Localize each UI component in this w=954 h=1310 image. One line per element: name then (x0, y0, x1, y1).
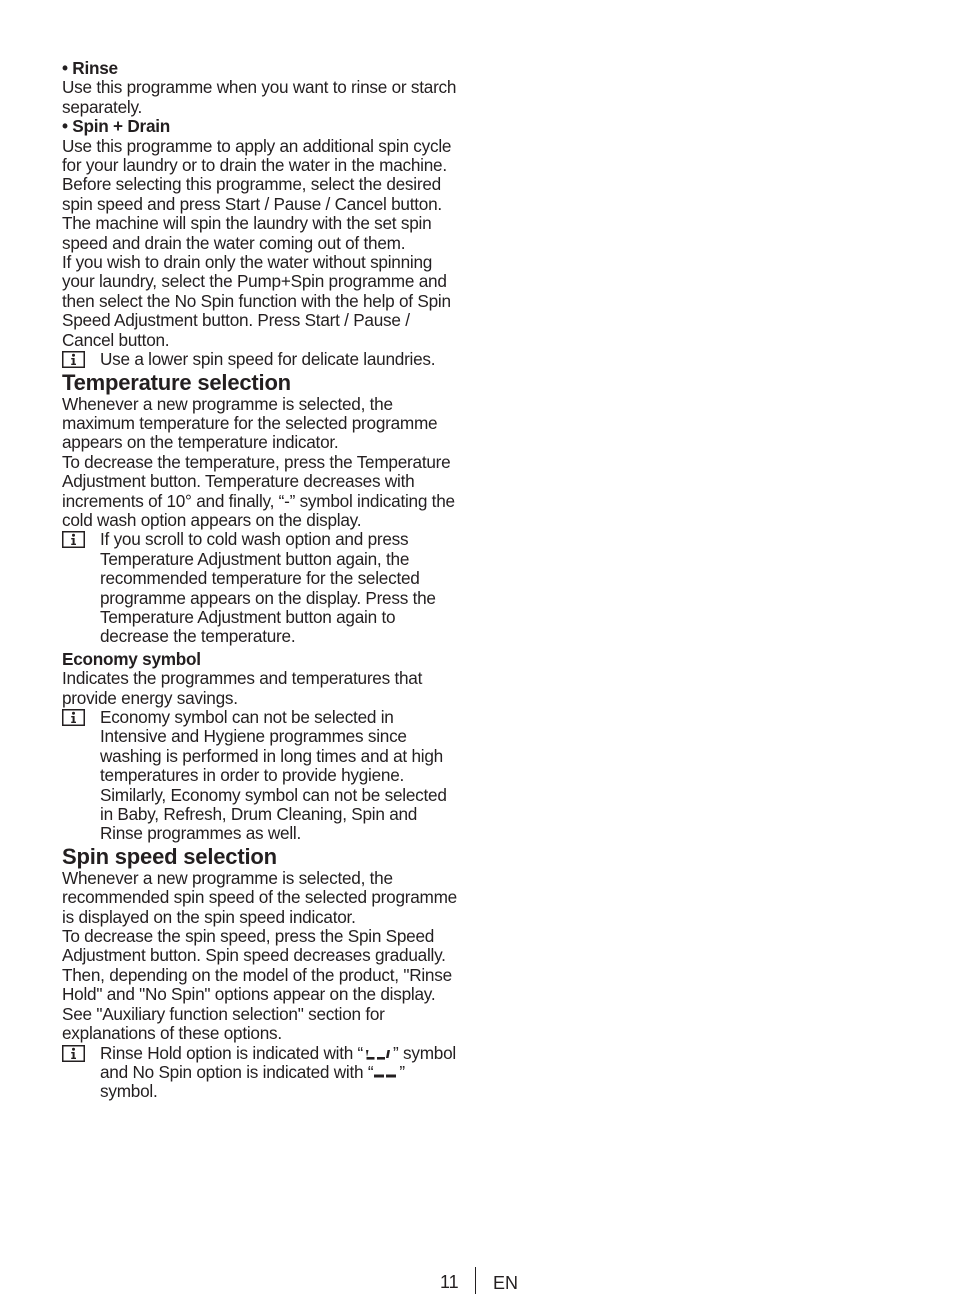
page-number: 11 (440, 1272, 459, 1292)
spin-speed-note-part-3: ” symbol. (100, 1061, 405, 1102)
temperature-note (62, 530, 462, 646)
spin-speed-note-part-1: Rinse Hold option is indicated with “ (100, 1042, 364, 1063)
spin-drain-title: • Spin + Drain (62, 116, 171, 137)
info-icon (62, 709, 85, 726)
spin-drain-note (62, 350, 462, 369)
spin-drain-paragraph-2: Before selecting this programme, select the desired spin speed and press Start / Pause / Cancel button. The machine will spin the laundry with the set spin speed and drain the water coming out of them. (62, 174, 442, 253)
temperature-paragraph-2: To decrease the temperature, press the Temperature Adjustment button. Temperature decreases with increments of 10° and finally, “-” symbol indicating the cold wash option appears on the display. (62, 451, 455, 530)
spin-drain-paragraph-3: If you wish to drain only the water without spinning your laundry, select the Pump+Spin programme and then select the No Spin function with the help of Spin Speed Adjustment button. Press Start / Pause / Cancel button. (62, 252, 451, 350)
rinse-hold-symbol-icon (363, 1046, 393, 1062)
rinse-title: • Rinse (62, 58, 118, 78)
spin-drain-note-text: Use a lower spin speed for delicate laundries. (100, 349, 436, 370)
rinse-text: Use this programme when you want to rinse or starch separately. (62, 77, 457, 117)
manual-column (62, 59, 462, 1102)
spin-speed-heading: Spin speed selection (62, 843, 277, 869)
economy-heading: Economy symbol (62, 648, 201, 669)
spin-drain-paragraph-1: Use this programme to apply an additional spin cycle for your laundry or to drain the water in the machine. (62, 135, 452, 176)
no-spin-symbol-icon (373, 1065, 399, 1081)
info-icon (62, 1045, 85, 1062)
temperature-paragraph-1: Whenever a new programme is selected, the maximum temperature for the selected programme appears on the temperature indicator. (62, 393, 438, 453)
spin-speed-note-part-2: ” symbol and No Spin option is indicated with “ (100, 1042, 456, 1082)
info-icon (62, 351, 85, 368)
economy-note-text: Economy symbol can not be selected in Intensive and Hygiene programmes since washing is performed in long times and at high temperatures in order to provide hygiene. Similarly, Economy symbol can not be selected in Baby, Refresh, Drum Cleaning, Spin and Rinse programmes as well. (100, 707, 447, 844)
language-code: EN (493, 1273, 519, 1293)
temperature-heading: Temperature selection (62, 369, 291, 395)
footer-divider (475, 1267, 476, 1294)
economy-text: Indicates the programmes and temperatures that provide energy savings. (62, 668, 423, 708)
spin-speed-paragraph-1: Whenever a new programme is selected, the recommended spin speed of the selected programme is displayed on the spin speed indicator. (62, 867, 457, 927)
spin-speed-note (62, 1044, 462, 1102)
economy-note (62, 708, 462, 844)
info-icon (62, 531, 85, 548)
temperature-note-text: If you scroll to cold wash option and press Temperature Adjustment button again, the recommended temperature for the selected programme appears on the display. Press the Temperature Adjustment button again to decrease the temperature. (100, 529, 436, 647)
spin-speed-paragraph-2: To decrease the spin speed, press the Spin Speed Adjustment button. Spin speed decreases gradually. Then, depending on the model of the product, "Rinse Hold" and "No Spin" options appear on the display. See "Auxiliary function selection" section for explanations of these options. (62, 926, 452, 1044)
